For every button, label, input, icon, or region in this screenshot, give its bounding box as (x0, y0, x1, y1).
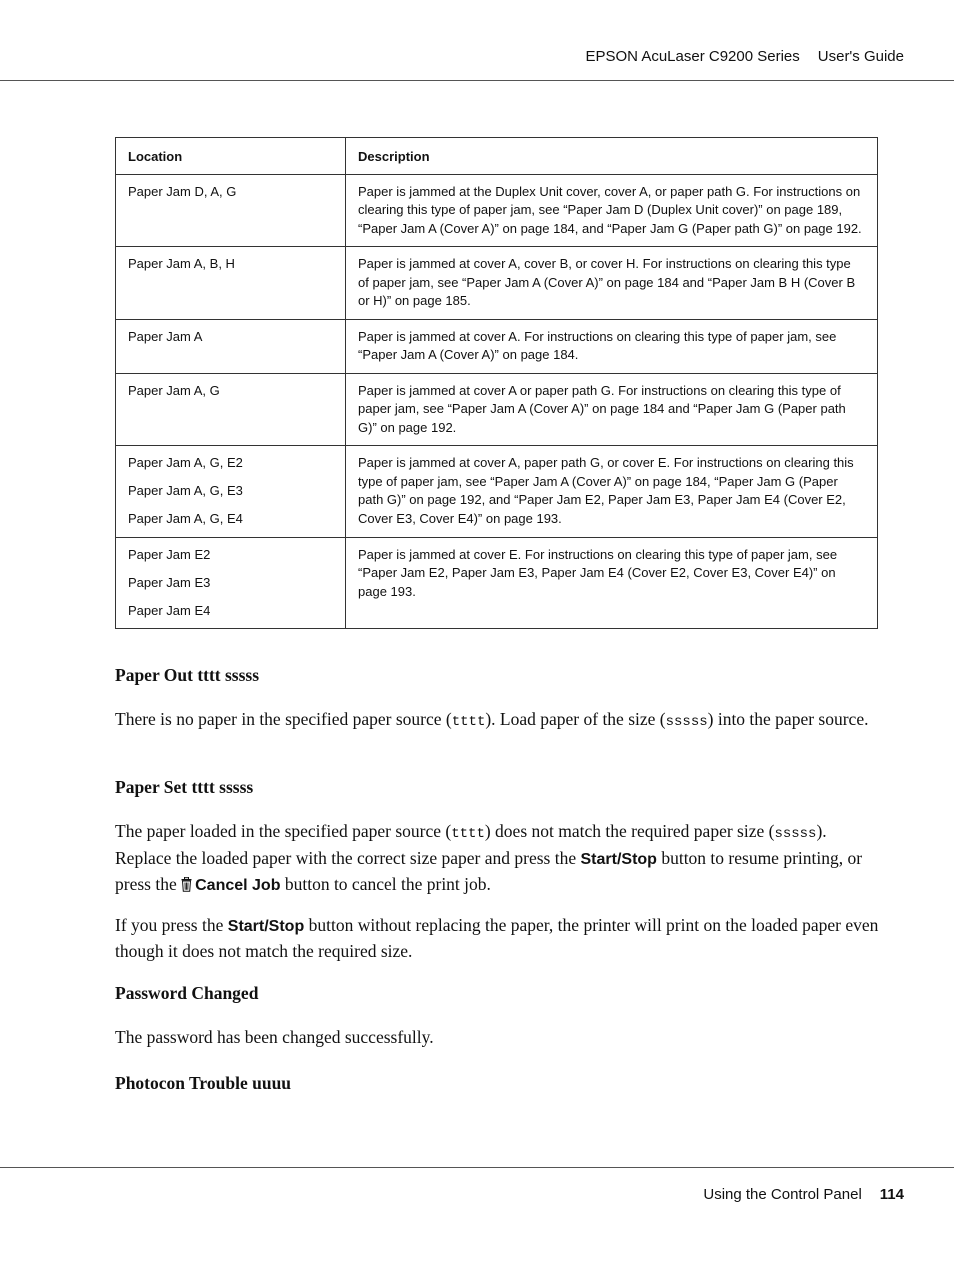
source-code: tttt (451, 714, 486, 730)
text-segment: If you press the (115, 915, 228, 935)
location-label: Paper Jam A, G, E4 (128, 511, 243, 526)
start-stop-button-label: Start/Stop (580, 851, 657, 868)
location-label: Paper Jam A, B, H (128, 256, 235, 271)
location-label: Paper Jam A, G, E3 (128, 483, 243, 498)
footer-rule (0, 1167, 954, 1168)
header-rule (0, 80, 954, 81)
description-cell: Paper is jammed at cover A, paper path G, or cover E. For instructions on clearing this type of paper jam, see “Paper Jam A (Cover A)” on page 184, “Paper Jam G (Paper path G)” on page 192, and “Paper Jam E2, Paper Jam E3, Paper Jam E4 (Cover E2, Cover E3, Cover E4)” on page 193. (346, 446, 878, 538)
header-doc-title: User's Guide (817, 48, 904, 65)
text-segment: The paper loaded in the specified paper source ( (115, 821, 452, 841)
description-cell: Paper is jammed at cover A or paper path G. For instructions on clearing this type of paper jam, see “Paper Jam A (Cover A)” on page 184 and “Paper Jam G (Paper path G)” on page 192. (346, 373, 878, 446)
location-cell (116, 373, 346, 446)
page-footer (703, 1186, 904, 1203)
paper-out-paragraph (115, 707, 885, 734)
description-cell: Paper is jammed at cover A, cover B, or cover H. For instructions on clearing this type of paper jam, see “Paper Jam A (Cover A)” on page 184 and “Paper Jam B H (Cover B or H)” on page 185. (346, 247, 878, 320)
location-cell (116, 537, 346, 629)
location-label: Paper Jam A, G (128, 382, 220, 398)
size-code: sssss (774, 826, 817, 842)
trash-icon (181, 877, 192, 892)
source-code: tttt (451, 826, 485, 842)
text-segment: button without replacing the paper, the printer will print on the loaded paper even though it does not match the required size. (115, 915, 879, 961)
column-header-description: Description (346, 138, 878, 175)
table-header-row (116, 138, 878, 175)
location-label: Paper Jam E4 (128, 602, 211, 618)
table-row (116, 174, 878, 247)
table-row (116, 537, 878, 629)
table-row (116, 319, 878, 373)
paper-out-heading: Paper Out tttt sssss (115, 665, 260, 685)
paper-set-heading: Paper Set tttt sssss (115, 777, 254, 797)
password-changed-paragraph: The password has been changed successfully. (115, 1027, 434, 1047)
cancel-job-button-label: Cancel Job (195, 877, 281, 894)
description-cell: Paper is jammed at cover A. For instructions on clearing this type of paper jam, see “Paper Jam A (Cover A)” on page 184. (346, 319, 878, 373)
location-label: Paper Jam E3 (128, 574, 211, 590)
location-label: Paper Jam A (128, 328, 203, 344)
size-code: sssss (665, 714, 708, 730)
text-segment: button to resume printing, or press the (115, 848, 863, 894)
paper-jam-table (115, 137, 878, 629)
paper-set-paragraph-2 (115, 913, 885, 963)
page-number: 114 (879, 1186, 904, 1203)
text-segment: ) into the paper source. (707, 709, 869, 729)
page-header (585, 48, 904, 65)
description-cell: Paper is jammed at cover E. For instructions on clearing this type of paper jam, see “Paper Jam E2, Paper Jam E3, Paper Jam E4 (Cover E2, Cover E3, Cover E4)” on page 193. (346, 537, 878, 629)
password-changed-heading: Password Changed (115, 983, 259, 1003)
location-label: Paper Jam D, A, G (128, 183, 237, 199)
location-label: Paper Jam E2 (128, 546, 211, 562)
text-segment: There is no paper in the specified paper source ( (115, 709, 452, 729)
location-label: Paper Jam A, G, E2 (128, 455, 243, 470)
table-row (116, 373, 878, 446)
column-header-location: Location (116, 138, 346, 175)
text-segment: ) does not match the required paper size ( (484, 821, 775, 841)
start-stop-button-label: Start/Stop (227, 918, 305, 935)
text-segment: ). Load paper of the size ( (485, 709, 666, 729)
table-row (116, 247, 878, 320)
photocon-trouble-heading: Photocon Trouble uuuu (115, 1073, 292, 1093)
location-cell (116, 446, 346, 538)
paper-set-paragraph-1 (115, 819, 885, 898)
header-product: EPSON AcuLaser C9200 Series (585, 48, 800, 65)
location-cell (116, 247, 346, 320)
description-cell: Paper is jammed at the Duplex Unit cover, cover A, or paper path G. For instructions on clearing this type of paper jam, see “Paper Jam D (Duplex Unit cover)” on page 189, “Paper Jam A (Cover A)” on page 184, and “Paper Jam G (Paper path G)” on page 192. (346, 174, 878, 247)
table-row (116, 446, 878, 538)
location-cell (116, 319, 346, 373)
text-segment: button to cancel the print job. (280, 874, 491, 894)
footer-section-title: Using the Control Panel (703, 1186, 862, 1203)
text-segment: ). Replace the loaded paper with the correct size paper and press the (115, 821, 827, 868)
location-cell (116, 174, 346, 247)
